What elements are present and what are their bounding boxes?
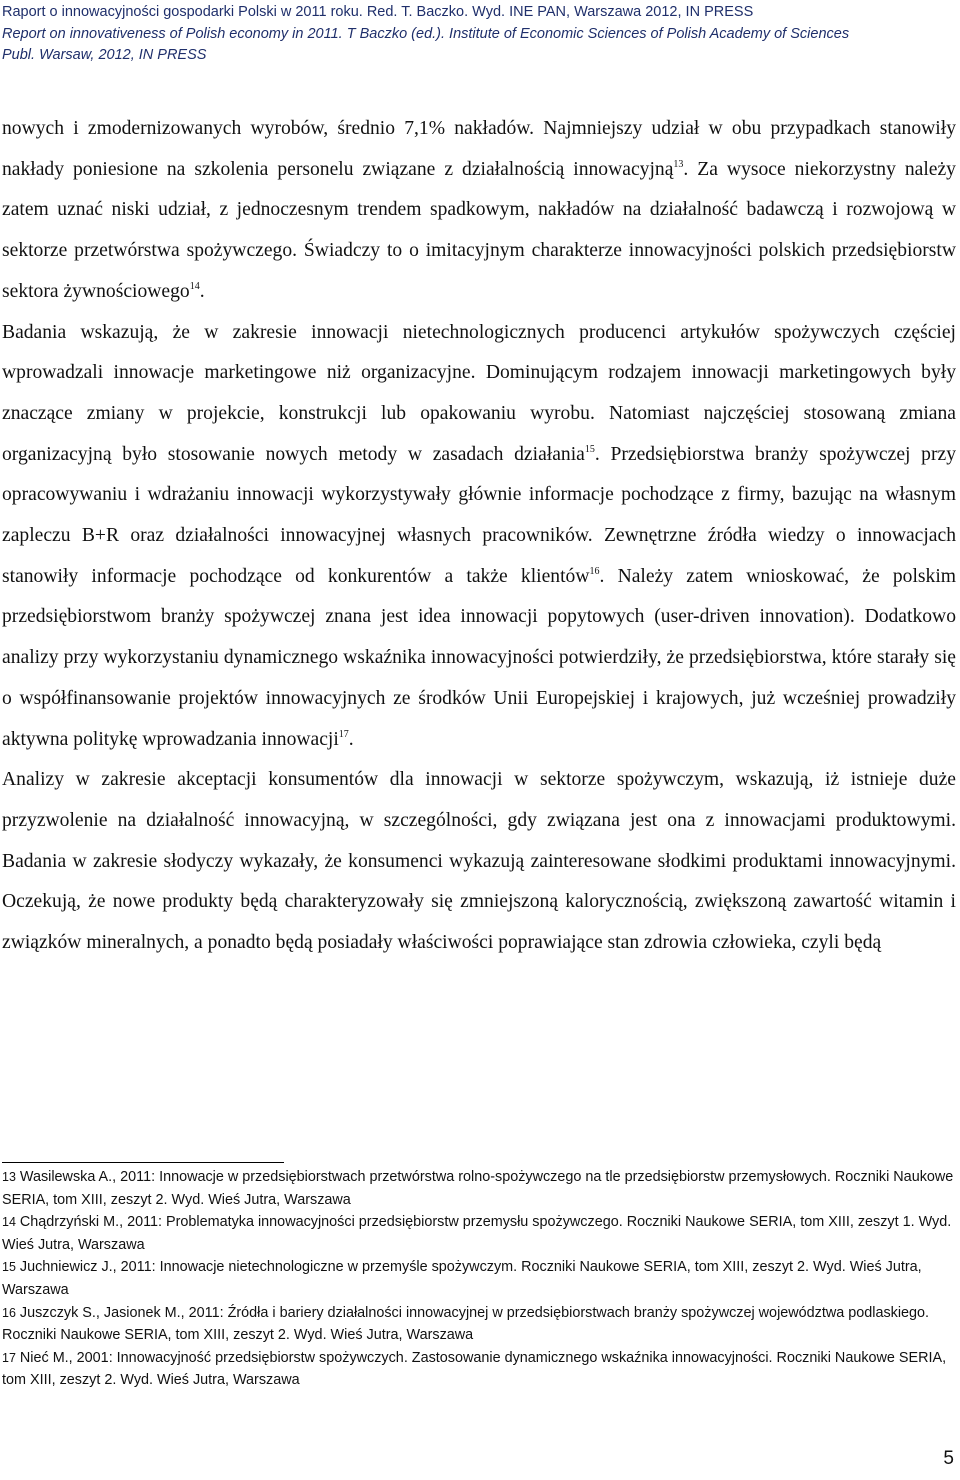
paragraph-text: Analizy w zakresie akceptacji konsumentów dla innowacji w sektorze spożywczym, wskazują, iż istnieje duże przyzwolenie na działalność innowacyjną, w szczególności, gdy związana jest ona z innowacjami produktowymi. Badania w zakresie słodyczy wykazały, że konsumenci wykazują zainteresowane słodkimi produktami innowacyjnymi. Oczekują, że nowe produkty będą charakteryzowały się zmniejszoną kalorycznością, zwiększoną zawartość witamin i związków mineralnych, a ponadto będą posiadały właściwości poprawiające stan zdrowia człowieka, czyli będą <box>2 769 956 954</box>
footnote-number: 15 <box>2 1260 16 1275</box>
footnote-14 <box>2 1211 956 1256</box>
footnote-ref-14[interactable]: 14 <box>189 280 200 292</box>
footnote-text: Chądrzyński M., 2011: Problematyka innowacyjności przedsiębiorstw przemysłu spożywczego. Roczniki Naukowe SERIA, tom XIII, zeszyt 1. Wyd. Wieś Jutra, Warszawa <box>2 1214 952 1253</box>
paragraph-text: . Należy zatem wnioskować, że polskim przedsiębiorstwom branży spożywczej znana jest idea innowacji popytowych (user-driven innovation). Dodatkowo analizy przy wykorzystaniu dynamicznego wskaźnika innowacyjności potwierdziły, że przedsiębiorstwa, które starały się o współfinansowanie projektów innowacyjnych ze środków Unii Europejskiej i krajowych, już wcześniej prowadziły aktywna politykę wprowadzania innowacji <box>2 565 956 750</box>
running-header <box>2 2 958 67</box>
footnote-ref-15[interactable]: 15 <box>584 443 595 455</box>
footnote-number: 14 <box>2 1215 16 1230</box>
paragraph-text: nowych i zmodernizowanych wyrobów, średnio 7,1% nakładów. Najmniejszy udział w obu przypadkach stanowiły nakłady poniesione na szkolenia personelu związane z działalnością innowacyjną <box>2 118 956 180</box>
footnote-text: Wasilewska A., 2011: Innowacje w przedsiębiorstwach przetwórstwa rolno-spożywczego na tle przedsiębiorstw przemysłowych. Roczniki Naukowe SERIA, tom XIII, zeszyt 2. Wyd. Wieś Jutra, Warszawa <box>2 1169 954 1208</box>
body-text <box>2 109 956 964</box>
header-line-publication: Publ. Warsaw, 2012, IN PRESS <box>2 47 207 63</box>
footnote-number: 16 <box>2 1305 16 1320</box>
paragraph-1 <box>2 109 956 313</box>
paragraph-text: . Za wysoce niekorzystny należy zatem uznać niski udział, z jednoczesnym trendem spadkowym, nakładów na działalność badawczą i rozwojową w sektorze przetwórstwa spożywczego. Świadczy to o imitacyjnym charakterze innowacyjności polskich przedsiębiorstw sektora żywnościowego <box>2 158 956 302</box>
header-line-english: Report on innovativeness of Polish economy in 2011. T Baczko (ed.). Institute of Economic Sciences of Polish Academy of Sciences <box>2 25 850 42</box>
paragraph-text: . Przedsiębiorstwa branży spożywczej przy opracowywaniu i wdrażaniu innowacji wykorzystywały głównie informacje pochodzące z firmy, bazując na własnym zapleczu B+R oraz działalności innowacyjnej własnych pracowników. Zewnętrzne źródła wiedzy o innowacjach stanowiły informacje pochodzące od konkurentów a także klientów <box>2 443 956 587</box>
footnote-number: 13 <box>2 1170 16 1184</box>
footnote-text: Juszczyk S., Jasionek M., 2011: Źródła i bariery działalności innowacyjnej w przedsiębiorstwach branży spożywczej województwa podlaskiego. Roczniki Naukowe SERIA, tom XIII, zeszyt 2. Wyd. Wieś Jutra, Warszawa <box>2 1304 930 1344</box>
paragraph-2 <box>2 313 956 761</box>
footnotes <box>2 1166 956 1392</box>
paragraph-text: Badania wskazują, że w zakresie innowacji nietechnologicznych producenci artykułów spożywczych częściej wprowadzali innowacje marketingowe niż organizacyjne. Dominującym rodzajem innowacji marketingowych były znaczące zmiany w projekcie, konstrukcji lub opakowaniu wyrobu. Natomiast najczęściej stosowaną zmiana organizacyjną było stosowanie nowych metody w zasadach działania <box>2 321 956 465</box>
footnote-ref-17[interactable]: 17 <box>338 728 349 740</box>
paragraph-text: . <box>199 280 205 302</box>
footnote-ref-16[interactable]: 16 <box>589 565 600 577</box>
footnote-text: Juchniewicz J., 2011: Innowacje nietechnologiczne w przemyśle spożywczym. Roczniki Naukowe SERIA, tom XIII, zeszyt 2. Wyd. Wieś Jutra, Warszawa <box>2 1259 922 1298</box>
paragraph-text: . <box>348 728 354 750</box>
footnote-16 <box>2 1302 956 1347</box>
page-number: 5 <box>943 1448 954 1469</box>
footnote-separator <box>2 1162 284 1163</box>
footnote-text: Nieć M., 2001: Innowacyjność przedsiębiorstw spożywczych. Zastosowanie dynamicznego wskaźnika innowacyjności. Roczniki Naukowe SERIA, tom XIII, zeszyt 2. Wyd. Wieś Jutra, Warszawa <box>2 1349 947 1389</box>
footnote-17 <box>2 1347 956 1392</box>
footnote-15 <box>2 1256 956 1301</box>
paragraph-3 <box>2 760 956 964</box>
footnote-number: 17 <box>2 1350 16 1365</box>
footnote-13 <box>2 1166 956 1211</box>
header-line-polish: Raport o innowacyjności gospodarki Polski w 2011 roku. Red. T. Baczko. Wyd. INE PAN, Warszawa 2012, IN PRESS <box>2 4 754 20</box>
footnote-ref-13[interactable]: 13 <box>673 158 684 170</box>
